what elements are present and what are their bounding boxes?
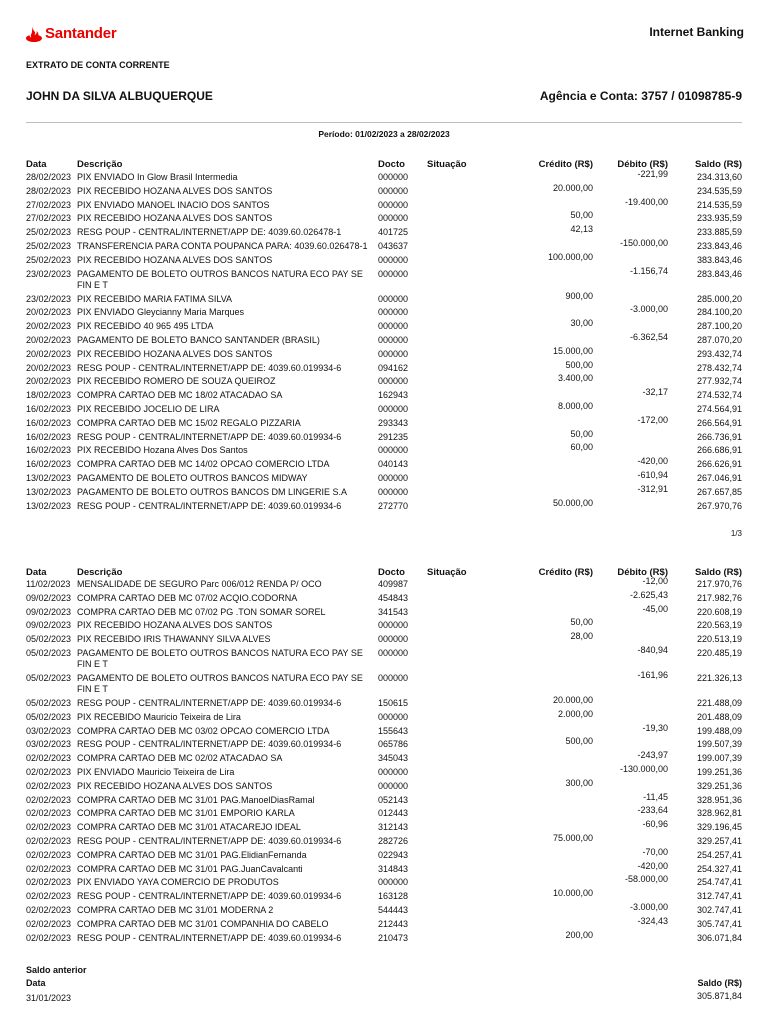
- row-credit: 200,00: [565, 929, 593, 940]
- row-debit: -45,00: [642, 603, 668, 614]
- row-debit: -221,99: [637, 169, 668, 179]
- row-docto: 000000: [378, 711, 409, 722]
- row-description: PIX ENVIADO MANOEL INACIO DOS SANTOS: [77, 199, 270, 210]
- row-docto: 040143: [378, 459, 409, 470]
- row-date: 25/02/2023: [26, 241, 72, 251]
- row-date: 03/02/2023: [26, 725, 72, 736]
- row-balance: 234.313,60: [696, 172, 742, 182]
- row-date: 16/02/2023: [26, 431, 72, 442]
- col-description: Descrição: [77, 567, 123, 578]
- row-date: 28/02/2023: [26, 185, 72, 196]
- previous-balance-amount: 305.871,84: [696, 991, 742, 1001]
- row-date: 20/02/2023: [26, 321, 72, 332]
- row-docto: 012443: [378, 808, 409, 819]
- row-debit: -312,91: [637, 483, 668, 494]
- row-balance: 329.251,36: [696, 780, 742, 791]
- row-description: RESG POUP - CENTRAL/INTERNET/APP DE: 4039.60.019934-6: [77, 932, 342, 943]
- row-description: COMPRA CARTAO DEB MC 07/02 PG .TON SOMAR SOREL: [77, 606, 326, 617]
- row-balance: 329.196,45: [696, 822, 742, 833]
- col-credit: Crédito (R$): [538, 159, 593, 170]
- row-description: RESG POUP - CENTRAL/INTERNET/APP DE: 4039.60.019934-6: [77, 739, 342, 750]
- row-date: 02/02/2023: [26, 836, 72, 846]
- row-docto: 000000: [378, 307, 409, 318]
- row-balance: 199.488,09: [696, 725, 742, 736]
- row-debit: -150.000,00: [619, 238, 668, 248]
- row-credit: 500,00: [565, 359, 593, 370]
- row-balance: 328.962,81: [696, 808, 742, 819]
- row-description: COMPRA CARTAO DEB MC 03/02 OPCAO COMERCIO LTDA: [77, 725, 330, 736]
- row-description: TRANSFERENCIA PARA CONTA POUPANCA PARA: 4039.60.026478-1: [77, 241, 368, 251]
- row-description: PIX RECEBIDO HOZANA ALVES DOS SANTOS: [77, 254, 273, 265]
- row-date: 20/02/2023: [26, 348, 72, 359]
- row-description: PAGAMENTO DE BOLETO OUTROS BANCOS NATURA ECO PAY SE FIN E T: [77, 673, 363, 694]
- row-date: 28/02/2023: [26, 172, 72, 182]
- row-debit: -58.000,00: [624, 874, 668, 885]
- row-docto: 000000: [378, 254, 409, 265]
- row-credit: 28,00: [570, 631, 593, 642]
- row-balance: 328.951,36: [696, 794, 742, 805]
- row-date: 09/02/2023: [26, 620, 72, 631]
- row-balance: 283.843,46: [696, 268, 742, 279]
- row-date: 20/02/2023: [26, 376, 72, 387]
- row-description: PIX ENVIADO YAYA COMERCIO DE PRODUTOS: [77, 877, 279, 888]
- row-date: 27/02/2023: [26, 213, 72, 224]
- row-description: PIX ENVIADO Gleycianny Maria Marques: [77, 307, 245, 318]
- row-description: COMPRA CARTAO DEB MC 31/01 COMPANHIA DO CABELO: [77, 918, 329, 929]
- row-date: 13/02/2023: [26, 500, 72, 511]
- row-balance: 267.970,76: [696, 500, 742, 511]
- row-balance: 274.564,91: [696, 404, 742, 414]
- row-description: RESG POUP - CENTRAL/INTERNET/APP DE: 4039.60.019934-6: [77, 431, 342, 442]
- row-balance: 329.257,41: [696, 836, 742, 846]
- row-debit: -420,00: [637, 860, 668, 871]
- row-date: 02/02/2023: [26, 877, 72, 888]
- row-description: COMPRA CARTAO DEB MC 18/02 ATACADAO SA: [77, 390, 283, 401]
- row-credit: 15.000,00: [552, 345, 593, 356]
- row-date: 18/02/2023: [26, 390, 72, 401]
- row-docto: 409987: [378, 579, 409, 589]
- row-balance: 383.843,46: [696, 254, 742, 265]
- row-description: PIX RECEBIDO MARIA FATIMA SILVA: [77, 293, 233, 304]
- row-debit: -233,64: [637, 805, 668, 816]
- row-description: COMPRA CARTAO DEB MC 15/02 REGALO PIZZARIA: [77, 417, 301, 428]
- col-date: Data: [26, 159, 47, 170]
- row-balance: 293.432,74: [696, 348, 742, 359]
- row-description: COMPRA CARTAO DEB MC 07/02 ACQIO.CODORNA: [77, 592, 298, 603]
- row-description: PIX RECEBIDO HOZANA ALVES DOS SANTOS: [77, 185, 273, 196]
- row-docto: 293343: [378, 417, 409, 428]
- row-credit: 900,00: [565, 290, 593, 301]
- row-description: PIX RECEBIDO IRIS THAWANNY SILVA ALVES: [77, 634, 271, 645]
- document-title: EXTRATO DE CONTA CORRENTE: [26, 60, 170, 70]
- previous-balance-date: 31/01/2023: [26, 993, 72, 1003]
- previous-balance-date-header: Data: [26, 978, 46, 988]
- row-date: 05/02/2023: [26, 711, 72, 722]
- row-debit: -1.156,74: [629, 265, 668, 276]
- row-balance: 312.747,41: [696, 891, 742, 902]
- row-description: PIX RECEBIDO Hozana Alves Dos Santos: [77, 445, 248, 456]
- row-docto: 272770: [378, 500, 409, 511]
- row-debit: -172,00: [637, 414, 668, 425]
- row-docto: 401725: [378, 227, 409, 238]
- row-description: COMPRA CARTAO DEB MC 02/02 ATACADAO SA: [77, 753, 283, 764]
- row-description: COMPRA CARTAO DEB MC 31/01 MODERNA 2: [77, 905, 274, 915]
- row-description: MENSALIDADE DE SEGURO Parc 006/012 RENDA P/ OCO: [77, 579, 322, 589]
- row-docto: 000000: [378, 648, 409, 658]
- row-docto: 000000: [378, 335, 409, 345]
- previous-balance-amount-header: Saldo (R$): [697, 978, 742, 988]
- row-balance: 233.885,59: [696, 227, 742, 238]
- account-info: Agência e Conta: 3757 / 01098785-9: [539, 89, 742, 103]
- row-description: RESG POUP - CENTRAL/INTERNET/APP DE: 4039.60.019934-6: [77, 698, 342, 708]
- client-name: JOHN DA SILVA ALBUQUERQUE: [26, 89, 213, 103]
- row-balance: 254.327,41: [696, 863, 742, 874]
- row-date: 23/02/2023: [26, 268, 72, 279]
- row-balance: 199.507,39: [696, 739, 742, 750]
- row-balance: 266.626,91: [696, 459, 742, 470]
- row-balance: 199.007,39: [696, 753, 742, 764]
- row-balance: 277.932,74: [696, 376, 742, 387]
- row-debit: -6.362,54: [629, 332, 668, 342]
- row-docto: 282726: [378, 836, 409, 846]
- row-description: PAGAMENTO DE BOLETO OUTROS BANCOS NATURA ECO PAY SE FIN E T: [77, 648, 363, 669]
- row-debit: -130.000,00: [619, 764, 668, 774]
- row-docto: 022943: [378, 849, 409, 860]
- row-balance: 199.251,36: [696, 767, 742, 777]
- row-date: 02/02/2023: [26, 794, 72, 805]
- row-date: 05/02/2023: [26, 634, 72, 645]
- row-balance: 233.935,59: [696, 213, 742, 224]
- row-docto: 000000: [378, 767, 409, 777]
- row-date: 02/02/2023: [26, 780, 72, 791]
- row-description: PAGAMENTO DE BOLETO OUTROS BANCOS MIDWAY: [77, 473, 308, 483]
- row-debit: -610,94: [637, 470, 668, 480]
- row-docto: 162943: [378, 390, 409, 401]
- row-description: PIX RECEBIDO HOZANA ALVES DOS SANTOS: [77, 348, 273, 359]
- row-balance: 285.000,20: [696, 293, 742, 304]
- row-debit: -19.400,00: [624, 196, 668, 207]
- row-credit: 50.000,00: [552, 497, 593, 508]
- row-date: 27/02/2023: [26, 199, 72, 210]
- row-credit: 3.400,00: [557, 373, 593, 384]
- row-docto: 000000: [378, 293, 409, 304]
- row-date: 16/02/2023: [26, 404, 72, 414]
- row-description: PIX RECEBIDO JOCELIO DE LIRA: [77, 404, 220, 414]
- row-date: 02/02/2023: [26, 863, 72, 874]
- divider: [26, 122, 742, 123]
- row-docto: 210473: [378, 932, 409, 943]
- row-debit: -60,96: [642, 819, 668, 830]
- row-balance: 217.970,76: [696, 579, 742, 589]
- row-balance: 284.100,20: [696, 307, 742, 318]
- row-credit: 20.000,00: [552, 182, 593, 193]
- row-description: RESG POUP - CENTRAL/INTERNET/APP DE: 4039.60.019934-6: [77, 500, 342, 511]
- row-description: PIX RECEBIDO HOZANA ALVES DOS SANTOS: [77, 213, 273, 224]
- row-debit: -243,97: [637, 750, 668, 761]
- row-credit: 8.000,00: [557, 401, 593, 411]
- row-credit: 20.000,00: [552, 695, 593, 705]
- row-debit: -2.625,43: [629, 589, 668, 600]
- row-balance: 254.747,41: [696, 877, 742, 888]
- row-description: PAGAMENTO DE BOLETO OUTROS BANCOS NATURA ECO PAY SE FIN E T: [77, 268, 363, 290]
- row-balance: 220.608,19: [696, 606, 742, 617]
- row-date: 03/02/2023: [26, 739, 72, 750]
- row-docto: 000000: [378, 213, 409, 224]
- col-balance: Saldo (R$): [695, 159, 742, 170]
- row-docto: 094162: [378, 362, 409, 373]
- row-docto: 000000: [378, 185, 409, 196]
- service-title: Internet Banking: [649, 25, 744, 39]
- row-date: 20/02/2023: [26, 307, 72, 318]
- row-credit: 50,00: [570, 210, 593, 221]
- row-docto: 052143: [378, 794, 409, 805]
- row-docto: 454843: [378, 592, 409, 603]
- row-docto: 155643: [378, 725, 409, 736]
- row-credit: 50,00: [570, 617, 593, 628]
- row-docto: 000000: [378, 404, 409, 414]
- col-balance: Saldo (R$): [695, 567, 742, 578]
- row-credit: 100.000,00: [547, 251, 593, 262]
- col-docto: Docto: [378, 567, 405, 578]
- row-date: 13/02/2023: [26, 473, 72, 483]
- row-description: PIX RECEBIDO 40 965 495 LTDA: [77, 321, 214, 332]
- row-date: 25/02/2023: [26, 254, 72, 265]
- row-credit: 300,00: [565, 777, 593, 788]
- row-description: PIX RECEBIDO HOZANA ALVES DOS SANTOS: [77, 620, 273, 631]
- row-balance: 234.535,59: [696, 185, 742, 196]
- col-docto: Docto: [378, 159, 405, 170]
- row-debit: -3.000,00: [629, 304, 668, 315]
- row-date: 16/02/2023: [26, 459, 72, 470]
- row-date: 16/02/2023: [26, 445, 72, 456]
- row-date: 23/02/2023: [26, 293, 72, 304]
- row-docto: 312143: [378, 822, 409, 833]
- row-description: COMPRA CARTAO DEB MC 14/02 OPCAO COMERCIO LTDA: [77, 459, 330, 470]
- row-description: PAGAMENTO DE BOLETO OUTROS BANCOS DM LINGERIE S.A: [77, 486, 348, 497]
- row-description: COMPRA CARTAO DEB MC 31/01 PAG.ManoelDiasRamal: [77, 794, 315, 805]
- col-description: Descrição: [77, 159, 123, 170]
- row-date: 02/02/2023: [26, 753, 72, 764]
- row-balance: 302.747,41: [696, 905, 742, 915]
- row-docto: 000000: [378, 199, 409, 210]
- row-description: RESG POUP - CENTRAL/INTERNET/APP DE: 4039.60.026478-1: [77, 227, 342, 238]
- row-debit: -19,30: [642, 722, 668, 733]
- row-docto: 000000: [378, 877, 409, 888]
- row-balance: 214.535,59: [696, 199, 742, 210]
- row-date: 25/02/2023: [26, 227, 72, 238]
- row-date: 02/02/2023: [26, 767, 72, 777]
- row-debit: -324,43: [637, 915, 668, 926]
- row-docto: 000000: [378, 473, 409, 483]
- row-credit: 500,00: [565, 736, 593, 747]
- row-description: PIX RECEBIDO ROMERO DE SOUZA QUEIROZ: [77, 376, 276, 387]
- row-debit: -840,94: [637, 645, 668, 655]
- row-date: 09/02/2023: [26, 592, 72, 603]
- col-credit: Crédito (R$): [538, 567, 593, 578]
- row-description: PAGAMENTO DE BOLETO BANCO SANTANDER (BRASIL): [77, 335, 320, 345]
- row-description: RESG POUP - CENTRAL/INTERNET/APP DE: 4039.60.019934-6: [77, 891, 342, 902]
- row-description: PIX ENVIADO Mauricio Teixeira de Lira: [77, 767, 235, 777]
- row-description: COMPRA CARTAO DEB MC 31/01 ATACAREJO IDEAL: [77, 822, 301, 833]
- row-docto: 043637: [378, 241, 409, 251]
- row-debit: -11,45: [643, 791, 668, 802]
- row-balance: 274.532,74: [696, 390, 742, 401]
- row-balance: 221.326,13: [696, 673, 742, 683]
- row-credit: 10.000,00: [552, 888, 593, 899]
- row-credit: 30,00: [570, 318, 593, 329]
- col-date: Data: [26, 567, 47, 578]
- row-docto: 163128: [378, 891, 409, 902]
- col-debit: Débito (R$): [617, 567, 668, 578]
- row-balance: 278.432,74: [696, 362, 742, 373]
- row-balance: 305.747,41: [696, 918, 742, 929]
- row-docto: 150615: [378, 698, 409, 708]
- row-balance: 287.100,20: [696, 321, 742, 332]
- row-date: 02/02/2023: [26, 849, 72, 860]
- col-debit: Débito (R$): [617, 159, 668, 170]
- row-balance: 220.563,19: [696, 620, 742, 631]
- row-date: 02/02/2023: [26, 822, 72, 833]
- row-docto: 065786: [378, 739, 409, 750]
- row-description: PIX RECEBIDO Mauricio Teixeira de Lira: [77, 711, 241, 722]
- row-balance: 233.843,46: [696, 241, 742, 251]
- row-description: PIX ENVIADO In Glow Brasil Intermedia: [77, 172, 238, 182]
- page-number: 1/3: [730, 529, 742, 538]
- row-docto: 000000: [378, 172, 409, 182]
- row-balance: 266.686,91: [696, 445, 742, 456]
- row-date: 09/02/2023: [26, 606, 72, 617]
- row-debit: -420,00: [637, 456, 668, 467]
- row-balance: 220.485,19: [696, 648, 742, 658]
- row-balance: 201.488,09: [696, 711, 742, 722]
- row-date: 02/02/2023: [26, 932, 72, 943]
- row-docto: 212443: [378, 918, 409, 929]
- row-date: 16/02/2023: [26, 417, 72, 428]
- row-docto: 000000: [378, 620, 409, 631]
- row-docto: 345043: [378, 753, 409, 764]
- row-docto: 000000: [378, 486, 409, 497]
- row-credit: 60,00: [570, 442, 593, 453]
- row-credit: 42,13: [570, 224, 593, 235]
- previous-balance-label: Saldo anterior: [26, 965, 87, 975]
- row-description: COMPRA CARTAO DEB MC 31/01 EMPORIO KARLA: [77, 808, 295, 819]
- row-date: 05/02/2023: [26, 648, 72, 658]
- row-balance: 266.736,91: [696, 431, 742, 442]
- row-date: 05/02/2023: [26, 698, 72, 708]
- row-debit: -32,17: [642, 387, 668, 398]
- row-date: 20/02/2023: [26, 362, 72, 373]
- row-balance: 267.046,91: [696, 473, 742, 483]
- row-docto: 314843: [378, 863, 409, 874]
- row-docto: 291235: [378, 431, 409, 442]
- row-balance: 306.071,84: [696, 932, 742, 943]
- row-date: 02/02/2023: [26, 808, 72, 819]
- row-balance: 287.070,20: [696, 335, 742, 345]
- row-date: 02/02/2023: [26, 905, 72, 915]
- col-status: Situação: [427, 159, 467, 170]
- row-balance: 266.564,91: [696, 417, 742, 428]
- row-date: 11/02/2023: [26, 579, 71, 589]
- row-docto: 000000: [378, 780, 409, 791]
- row-date: 02/02/2023: [26, 918, 72, 929]
- row-debit: -12,00: [642, 576, 668, 586]
- row-docto: 000000: [378, 321, 409, 332]
- row-balance: 217.982,76: [696, 592, 742, 603]
- brand-name: Santander: [45, 24, 117, 42]
- row-docto: 000000: [378, 268, 409, 279]
- row-credit: 75.000,00: [552, 833, 593, 843]
- col-status: Situação: [427, 567, 467, 578]
- row-debit: -3.000,00: [629, 902, 668, 912]
- santander-logo: [26, 23, 117, 43]
- row-date: 05/02/2023: [26, 673, 72, 683]
- row-date: 20/02/2023: [26, 335, 72, 345]
- row-balance: 221.488,09: [696, 698, 742, 708]
- statement-period: Período: 01/02/2023 a 28/02/2023: [318, 129, 450, 139]
- row-docto: 544443: [378, 905, 409, 915]
- row-description: COMPRA CARTAO DEB MC 31/01 PAG.JuanCavalcanti: [77, 863, 303, 874]
- row-debit: -161,96: [637, 670, 668, 680]
- row-credit: 50,00: [570, 428, 593, 439]
- row-docto: 000000: [378, 376, 409, 387]
- row-debit: -70,00: [642, 846, 668, 857]
- row-description: COMPRA CARTAO DEB MC 31/01 PAG.ElidianFernanda: [77, 849, 307, 860]
- row-balance: 267.657,85: [696, 486, 742, 497]
- row-description: PIX RECEBIDO HOZANA ALVES DOS SANTOS: [77, 780, 273, 791]
- row-docto: 341543: [378, 606, 409, 617]
- row-docto: 000000: [378, 445, 409, 456]
- row-docto: 000000: [378, 673, 409, 683]
- flame-icon: [26, 24, 42, 42]
- row-balance: 220.513,19: [696, 634, 742, 645]
- row-balance: 254.257,41: [696, 849, 742, 860]
- row-description: RESG POUP - CENTRAL/INTERNET/APP DE: 4039.60.019934-6: [77, 362, 342, 373]
- row-docto: 000000: [378, 348, 409, 359]
- row-date: 02/02/2023: [26, 891, 72, 902]
- row-description: RESG POUP - CENTRAL/INTERNET/APP DE: 4039.60.019934-6: [77, 836, 342, 846]
- row-date: 13/02/2023: [26, 486, 72, 497]
- row-docto: 000000: [378, 634, 409, 645]
- row-credit: 2.000,00: [557, 708, 593, 719]
